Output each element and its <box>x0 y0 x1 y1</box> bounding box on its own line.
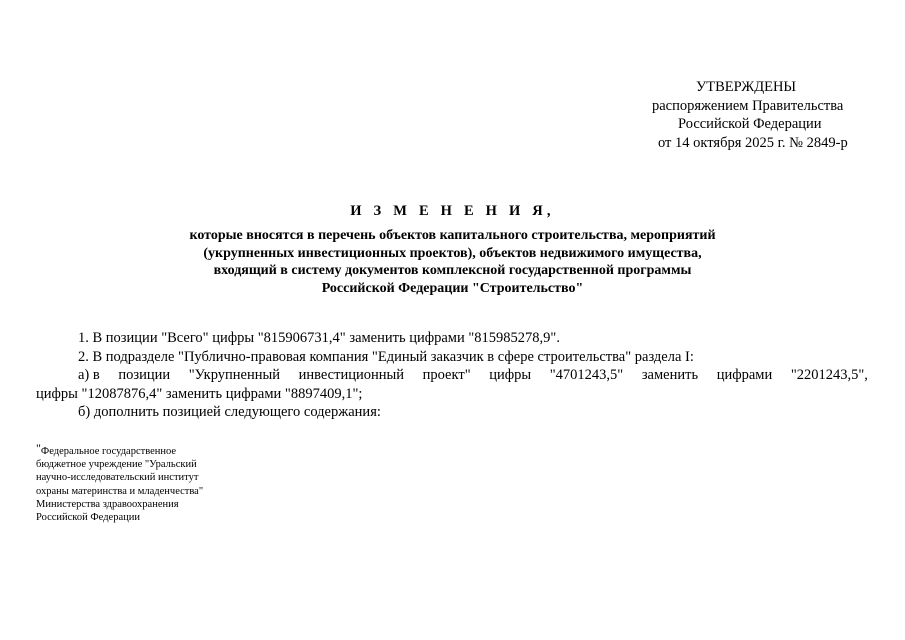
paragraph-2: 2. В подразделе "Публично-правовая компания "Единый заказчик в сфере строительства" раздела I: <box>78 348 694 365</box>
paragraph-3-word: "4701243,5" <box>549 367 624 383</box>
paragraph-3-word: цифры <box>489 367 532 383</box>
approval-line-3: от 14 октября 2025 г. № 2849-р <box>658 134 848 151</box>
table-cell-text-1: Федеральное государственное <box>40 446 177 457</box>
table-cell-line-3: научно-исследовательский институт <box>36 472 199 484</box>
table-cell-line-4: охраны материнства и младенчества" <box>36 485 204 497</box>
paragraph-3-first-line <box>36 366 868 385</box>
paragraph-3-word: "2201243,5", <box>790 367 868 383</box>
document-body <box>36 329 868 422</box>
subheading-line-2: (укрупненных инвестиционных проектов), объектов недвижимого имущества, <box>203 245 702 261</box>
approval-line-1: распоряжением Правительства <box>652 97 844 114</box>
paragraph-3-word: заменить <box>641 367 699 383</box>
paragraph-3-word: проект" <box>422 367 471 383</box>
document-heading: И З М Е Н Е Н И Я, <box>350 203 555 219</box>
table-cell-organization <box>36 442 276 524</box>
paragraph-3-word: позиции <box>118 367 171 383</box>
table-cell-line-1 <box>36 442 276 458</box>
document-subheading <box>140 227 765 297</box>
subheading-line-4: Российской Федерации "Строительство" <box>321 280 584 296</box>
paragraph-3-word: инвестиционный <box>298 367 405 383</box>
table-cell-line-5: Министерства здравоохранения <box>36 498 179 510</box>
subheading-line-1: которые вносятся в перечень объектов капитального строительства, мероприятий <box>189 228 716 243</box>
paragraph-3-continuation: цифры "12087876,4" заменить цифрами "8897409,1"; <box>36 385 363 402</box>
approval-title: УТВЕРЖДЕНЫ <box>696 79 797 95</box>
opening-quote: " <box>36 441 41 455</box>
paragraph-3-word: "Укрупненный <box>188 367 280 383</box>
approval-line-2: Российской Федерации <box>678 116 822 132</box>
paragraph-3-word: цифрами <box>716 367 773 383</box>
subheading-line-3: входящий в систему документов комплексной государственной программы <box>213 263 692 278</box>
approval-block <box>600 78 905 152</box>
paragraph-4: б) дополнить позицией следующего содержания: <box>78 404 381 420</box>
table-cell-line-6: Российской Федерации <box>36 512 140 524</box>
paragraph-3-word: а) в <box>78 367 100 383</box>
table-cell-line-2: бюджетное учреждение "Уральский <box>36 459 197 471</box>
paragraph-1: 1. В позиции "Всего" цифры "815906731,4" заменить цифрами "815985278,9". <box>78 330 560 346</box>
